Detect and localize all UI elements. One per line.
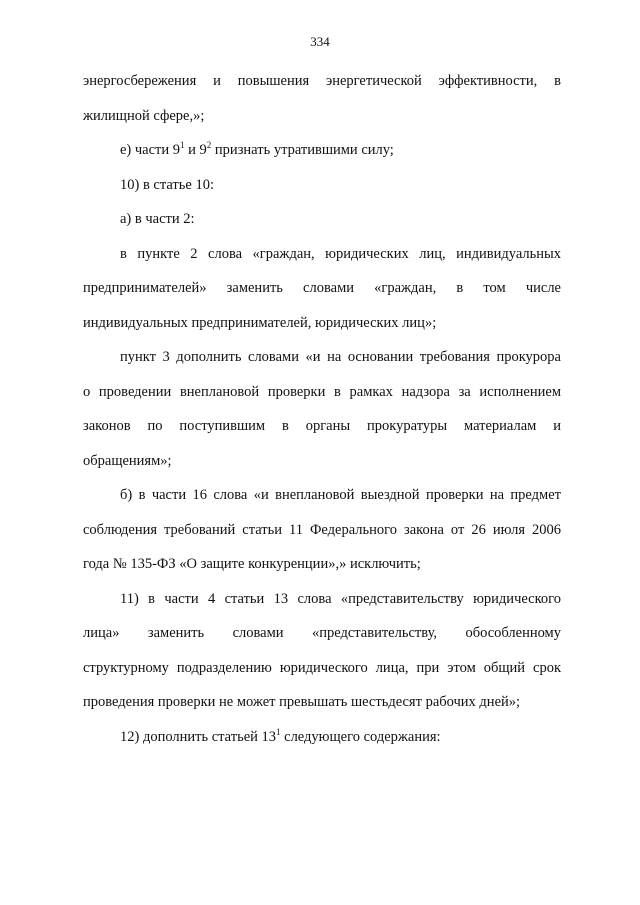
paragraph-item-11 (83, 582, 561, 720)
paragraph-item-12 (83, 720, 561, 755)
paragraph-point-3 (83, 340, 561, 478)
page-number: 334 (310, 34, 330, 49)
superscript: 1 (276, 726, 281, 737)
text-line: в пункте 2 слова «граждан, юридических лиц, индивидуальных (120, 245, 561, 262)
text-fragment: е) части 9 (120, 142, 181, 158)
paragraph-energy-efficiency (83, 64, 561, 133)
text-line: б) в части 16 слова «и внеплановой выездной проверки на предмет (120, 487, 561, 503)
paragraph-item-e (83, 133, 561, 168)
text-line: соблюдения требований статьи 11 Федерального закона от 26 июля 2006 (83, 521, 561, 538)
text-fragment: признать утратившими силу; (211, 142, 394, 158)
text-line: предпринимателей» заменить словами «граждан, в том числе (83, 280, 561, 296)
text-line: индивидуальных предпринимателей, юридических лиц»; (83, 314, 437, 331)
text-line: лица» заменить словами «представительству, обособленному (83, 625, 561, 641)
text-line: обращениям»; (83, 452, 172, 469)
paragraph-point-2 (83, 237, 561, 341)
paragraph-item-10: 10) в статье 10: (120, 176, 214, 193)
text-line: 11) в части 4 статьи 13 слова «представительству юридического (120, 590, 561, 607)
text-line: года № 135-ФЗ «О защите конкуренции»,» исключить; (83, 556, 421, 572)
text-line: пункт 3 дополнить словами «и на основании требования прокурора (120, 349, 561, 365)
text-fragment: следующего содержания: (280, 728, 441, 745)
text-line: энергосбережения и повышения энергетической эффективности, в (83, 73, 561, 89)
superscript: 1 (180, 140, 185, 150)
paragraph-item-a: а) в части 2: (120, 211, 195, 227)
text-fragment: и 9 (184, 142, 207, 158)
text-line: законов по поступившим в органы прокуратуры материалам и (83, 418, 561, 434)
document-body (83, 64, 561, 754)
text-line: структурному подразделению юридического лица, при этом общий срок (83, 659, 561, 676)
text-line: жилищной сфере,»; (83, 107, 205, 124)
paragraph-item-b (83, 478, 561, 582)
text-line: о проведении внеплановой проверки в рамках надзора за исполнением (83, 383, 561, 400)
text-line: проведения проверки не может превышать шестьдесят рабочих дней»; (83, 694, 521, 710)
superscript: 2 (206, 140, 212, 150)
text-fragment: 12) дополнить статьей 13 (120, 728, 277, 745)
